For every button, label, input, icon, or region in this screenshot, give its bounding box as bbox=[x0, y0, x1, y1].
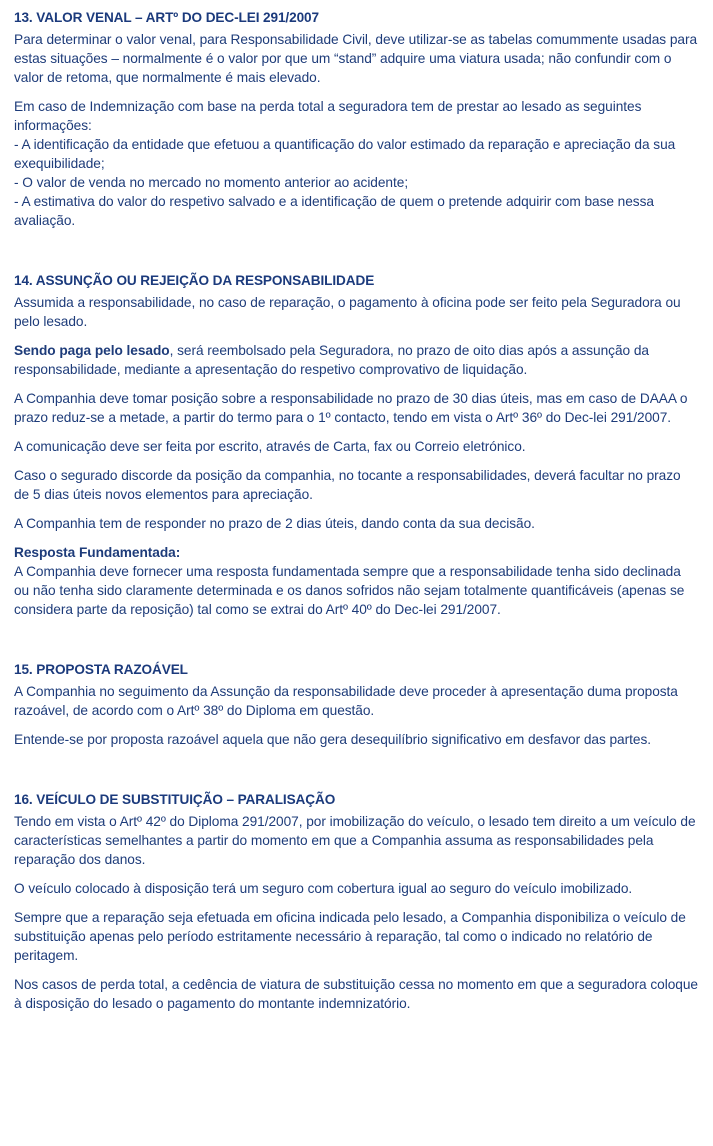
section-spacer bbox=[14, 759, 699, 790]
section-16-paragraph-4: Nos casos de perda total, a cedência de viatura de substituição cessa no momento em que a seguradora coloque à disposição do lesado o pagamento do montante indemnizatório. bbox=[14, 977, 698, 1011]
section-spacer bbox=[14, 240, 699, 271]
section-14-paragraph-4: A comunicação deve ser feita por escrito, através de Carta, fax ou Correio eletrónico. bbox=[14, 439, 526, 454]
section-14-heading: 14. ASSUNÇÃO OU REJEIÇÃO DA RESPONSABILIDADE bbox=[14, 273, 375, 288]
section-13-paragraph-2: Em caso de Indemnização com base na perda total a seguradora tem de prestar ao lesado as seguintes informações: bbox=[14, 99, 642, 133]
section-16-heading: 16. VEÍCULO DE SUBSTITUIÇÃO – PARALISAÇÃO bbox=[14, 792, 336, 807]
section-13-heading: 13. VALOR VENAL – ARTº DO DEC-LEI 291/2007 bbox=[14, 10, 319, 25]
section-spacer bbox=[14, 629, 699, 660]
section-14-paragraph-2-lead: Sendo paga pelo lesado bbox=[14, 343, 170, 358]
section-14-paragraph-2 bbox=[14, 341, 699, 379]
section-14-paragraph-5: Caso o segurado discorde da posição da companhia, no tocante a responsabilidades, deverá facultar no prazo de 5 dias úteis novos elementos para apreciação. bbox=[14, 468, 681, 502]
section-13-bullet-2: - O valor de venda no mercado no momento anterior ao acidente; bbox=[14, 175, 409, 190]
section-15-heading: 15. PROPOSTA RAZOÁVEL bbox=[14, 662, 188, 677]
section-15-paragraph-2: Entende-se por proposta razoável aquela que não gera desequilíbrio significativo em desfavor das partes. bbox=[14, 732, 651, 747]
section-16-paragraph-2: O veículo colocado à disposição terá um seguro com cobertura igual ao seguro do veículo imobilizado. bbox=[14, 881, 633, 896]
section-14 bbox=[14, 271, 699, 619]
section-13-paragraph-1: Para determinar o valor venal, para Responsabilidade Civil, deve utilizar-se as tabelas comummente usadas para estas situações – normalmente é o valor por que um “stand” adquire uma viatura usada; não confundir com o valor de retoma, que normalmente é mais elevado. bbox=[14, 32, 698, 85]
section-14-paragraph-3: A Companhia deve tomar posição sobre a responsabilidade no prazo de 30 dias úteis, mas em caso de DAAA o prazo reduz-se a metade, a partir do termo para o 1º contacto, tendo em vista o Artº 36º do Dec-lei 291/2007. bbox=[14, 391, 688, 425]
section-13 bbox=[14, 8, 699, 230]
section-16-paragraph-1: Tendo em vista o Artº 42º do Diploma 291/2007, por imobilização do veículo, o lesado tem direito a um veículo de características semelhantes a partir do momento em que a Companhia assuma as responsabilidades pela reparação dos danos. bbox=[14, 814, 696, 867]
section-13-bullet-1: - A identificação da entidade que efetuou a quantificação do valor estimado da reparação e apreciação da sua exequibilidade; bbox=[14, 137, 676, 171]
section-15 bbox=[14, 660, 699, 749]
section-14-paragraph-7: A Companhia deve fornecer uma resposta fundamentada sempre que a responsabilidade tenha sido declinada ou não tenha sido claramente determinada e os danos sofridos não sejam totalmente quantificáveis (apenas se considera parte da reposição) tal como se extrai do Artº 40º do Dec-lei 291/2007. bbox=[14, 564, 685, 617]
section-14-paragraph-6: A Companhia tem de responder no prazo de 2 dias úteis, dando conta da sua decisão. bbox=[14, 516, 535, 531]
section-16 bbox=[14, 790, 699, 1013]
section-14-paragraph-2-rest: , será reembolsado pela Seguradora, no prazo de oito dias após a assunção da responsabilidade, mediante a apresentação do respetivo comprovativo de liquidação. bbox=[14, 343, 649, 377]
section-16-paragraph-3: Sempre que a reparação seja efetuada em oficina indicada pelo lesado, a Companhia disponibiliza o veículo de substituição apenas pelo período estritamente necessário à reparação, tal como o indicado no relatório de peritagem. bbox=[14, 910, 686, 963]
section-14-paragraph-1: Assumida a responsabilidade, no caso de reparação, o pagamento à oficina pode ser feito pela Seguradora ou pelo lesado. bbox=[14, 295, 681, 329]
section-13-bullet-3: - A estimativa do valor do respetivo salvado e a identificação de quem o pretende adquirir com base nessa avaliação. bbox=[14, 194, 654, 228]
section-15-paragraph-1: A Companhia no seguimento da Assunção da responsabilidade deve proceder à apresentação duma proposta razoável, de acordo com o Artº 38º do Diploma em questão. bbox=[14, 684, 678, 718]
section-14-subheading: Resposta Fundamentada: bbox=[14, 545, 181, 560]
